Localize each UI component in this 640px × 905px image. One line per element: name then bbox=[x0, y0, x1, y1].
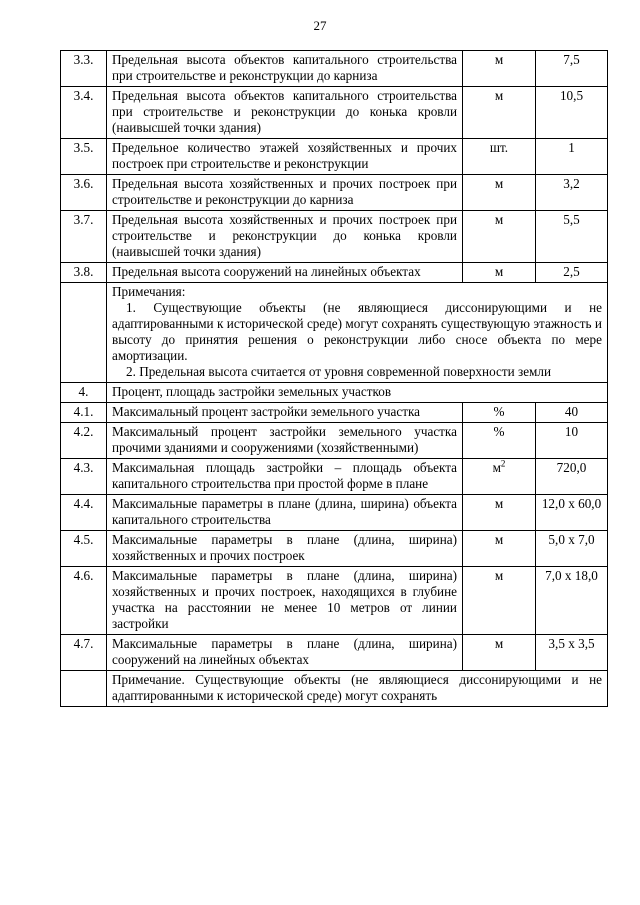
table-row bbox=[61, 139, 608, 175]
row-description: Предельная высота объектов капитального строительства при строительстве и реконструкции до конька кровли (наивысшей точки здания) bbox=[107, 87, 463, 139]
row-number: 3.5. bbox=[61, 139, 107, 175]
row-number: 3.4. bbox=[61, 87, 107, 139]
table-row bbox=[61, 51, 608, 87]
notes-cell bbox=[107, 671, 608, 707]
row-unit: м bbox=[463, 211, 536, 263]
row-unit: м bbox=[463, 175, 536, 211]
row-value: 7,0 х 18,0 bbox=[536, 567, 608, 635]
table-row bbox=[61, 531, 608, 567]
section-number: 4. bbox=[61, 383, 107, 403]
unit-superscript: 2 bbox=[500, 458, 506, 469]
row-description: Предельная высота хозяйственных и прочих построек при строительстве и реконструкции до карниза bbox=[107, 175, 463, 211]
table-row bbox=[61, 635, 608, 671]
row-unit bbox=[463, 459, 536, 495]
row-number: 3.8. bbox=[61, 263, 107, 283]
row-value: 1 bbox=[536, 139, 608, 175]
row-unit: м bbox=[463, 263, 536, 283]
row-number: 4.5. bbox=[61, 531, 107, 567]
row-value: 3,2 bbox=[536, 175, 608, 211]
table-row bbox=[61, 403, 608, 423]
table-row bbox=[61, 495, 608, 531]
row-unit: % bbox=[463, 403, 536, 423]
row-description: Максимальные параметры в плане (длина, ширина) объекта капитального строительства bbox=[107, 495, 463, 531]
row-unit: м bbox=[463, 495, 536, 531]
row-value: 5,0 х 7,0 bbox=[536, 531, 608, 567]
row-number: 3.7. bbox=[61, 211, 107, 263]
row-value: 2,5 bbox=[536, 263, 608, 283]
row-description: Максимальный процент застройки земельного участка прочими зданиями и сооружениями (хозяйственными) bbox=[107, 423, 463, 459]
row-value: 10 bbox=[536, 423, 608, 459]
row-number: 3.6. bbox=[61, 175, 107, 211]
table-row bbox=[61, 87, 608, 139]
table-row bbox=[61, 423, 608, 459]
row-unit: м bbox=[463, 567, 536, 635]
regulations-table bbox=[60, 50, 608, 707]
row-value: 10,5 bbox=[536, 87, 608, 139]
table-row bbox=[61, 567, 608, 635]
row-value: 7,5 bbox=[536, 51, 608, 87]
row-value: 5,5 bbox=[536, 211, 608, 263]
page-number: 27 bbox=[313, 18, 327, 33]
row-number: 4.7. bbox=[61, 635, 107, 671]
row-number: 4.4. bbox=[61, 495, 107, 531]
note-item: 1. Существующие объекты (не являющиеся диссонирующими и не адаптированными к исторической среде) могут сохранять существующую этажность и высоту до принятия решения о реконструкции либо сносе объекта по мере амортизации. bbox=[112, 300, 602, 363]
notes-row bbox=[61, 671, 608, 707]
row-number: 4.1. bbox=[61, 403, 107, 423]
row-value: 3,5 х 3,5 bbox=[536, 635, 608, 671]
row-unit: м bbox=[463, 87, 536, 139]
notes-row bbox=[61, 283, 608, 383]
table-row bbox=[61, 459, 608, 495]
note-item: Примечание. Существующие объекты (не являющиеся диссонирующими и не адаптированными к исторической среде) могут сохранять bbox=[112, 672, 602, 703]
row-description: Предельная высота объектов капитального строительства при строительстве и реконструкции до карниза bbox=[107, 51, 463, 87]
row-value: 720,0 bbox=[536, 459, 608, 495]
empty-cell bbox=[61, 283, 107, 383]
row-description: Предельная высота сооружений на линейных объектах bbox=[107, 263, 463, 283]
table-row bbox=[61, 263, 608, 283]
row-value: 12,0 х 60,0 bbox=[536, 495, 608, 531]
row-number: 4.6. bbox=[61, 567, 107, 635]
section-header-row bbox=[61, 383, 608, 403]
row-unit: % bbox=[463, 423, 536, 459]
row-description: Максимальные параметры в плане (длина, ширина) сооружений на линейных объектах bbox=[107, 635, 463, 671]
row-description: Предельная высота хозяйственных и прочих построек при строительстве и реконструкции до конька кровли (наивысшей точки здания) bbox=[107, 211, 463, 263]
row-number: 4.3. bbox=[61, 459, 107, 495]
notes-title: Примечания: bbox=[112, 284, 186, 299]
row-unit: шт. bbox=[463, 139, 536, 175]
row-unit: м bbox=[463, 635, 536, 671]
unit-text: м bbox=[492, 460, 501, 475]
row-description: Максимальная площадь застройки – площадь объекта капитального строительства при простой форме в плане bbox=[107, 459, 463, 495]
row-description: Максимальные параметры в плане (длина, ширина) хозяйственных и прочих построек bbox=[107, 531, 463, 567]
row-number: 3.3. bbox=[61, 51, 107, 87]
note-item: 2. Предельная высота считается от уровня современной поверхности земли bbox=[126, 364, 552, 379]
notes-cell bbox=[107, 283, 608, 383]
row-description: Максимальный процент застройки земельного участка bbox=[107, 403, 463, 423]
section-title: Процент, площадь застройки земельных участков bbox=[107, 383, 608, 403]
row-unit: м bbox=[463, 51, 536, 87]
row-value: 40 bbox=[536, 403, 608, 423]
table-row bbox=[61, 211, 608, 263]
row-number: 4.2. bbox=[61, 423, 107, 459]
table-row bbox=[61, 175, 608, 211]
row-description: Предельное количество этажей хозяйственных и прочих построек при строительстве и реконструкции bbox=[107, 139, 463, 175]
row-unit: м bbox=[463, 531, 536, 567]
row-description: Максимальные параметры в плане (длина, ширина) хозяйственных и прочих построек, находящихся в глубине участка на расстоянии не менее 10 метров от линии застройки bbox=[107, 567, 463, 635]
empty-cell bbox=[61, 671, 107, 707]
